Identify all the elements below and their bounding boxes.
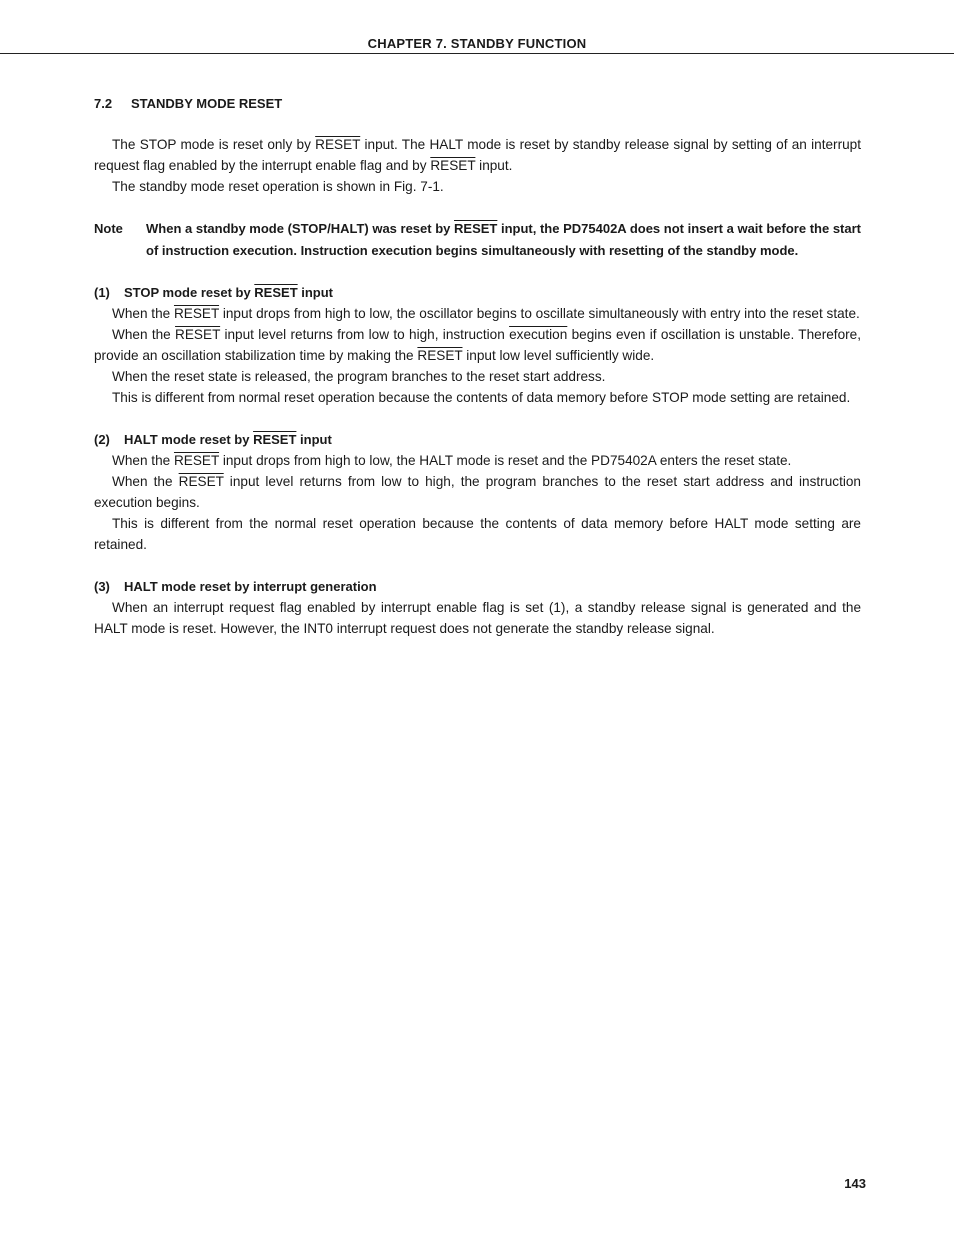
subsection-number: (3)	[94, 579, 110, 594]
subsection-heading	[94, 429, 861, 450]
text-run: begins even if oscillation is unstable. Therefore, provide an oscillation stabilization time by making the	[94, 327, 861, 363]
paragraph	[94, 303, 861, 324]
text-run: When the	[112, 327, 176, 342]
paragraph	[94, 450, 861, 471]
text-run: input drops from high to low, the oscillator begins to oscillate simultaneously with entry into the reset state.	[219, 306, 860, 321]
paragraph	[94, 324, 861, 366]
text-run: input. The HALT mode is reset by standby release signal by setting of an interrupt request flag enabled by the interrupt enable flag and by	[94, 137, 861, 173]
text-run: input level returns from low to high, the program branches to the reset start address and instruction execution begins.	[94, 474, 861, 510]
text-run: input low level sufficiently wide.	[462, 348, 655, 363]
subsection-halt-reset	[94, 429, 861, 555]
reset-signal-label: RESET	[175, 327, 221, 342]
text-run: input, the PD75402A does not insert a wait before the start of instruction execution. Instruction execution begins simultaneously with resetting of the standby mode.	[146, 221, 862, 258]
section-number: 7.2	[94, 96, 113, 111]
reset-signal-label: RESET	[253, 432, 297, 447]
text-run: HALT mode reset by	[124, 432, 254, 447]
text-run: When the	[112, 306, 174, 321]
note-label: Note	[94, 221, 123, 236]
subsection-heading	[94, 282, 861, 303]
subsection-heading	[94, 576, 861, 597]
reset-signal-label: RESET	[254, 285, 298, 300]
subsection-number: (1)	[94, 285, 110, 300]
running-header: CHAPTER 7. STANDBY FUNCTION	[367, 36, 587, 51]
reset-signal-label: RESET	[173, 306, 220, 321]
page-number: 143	[844, 1176, 866, 1191]
reset-signal-label: RESET	[454, 221, 498, 236]
text-run: STOP mode reset by	[124, 285, 255, 300]
text-run: input drops from high to low, the HALT mode is reset and the PD75402A enters the reset state.	[219, 453, 792, 468]
subsection-stop-reset	[94, 282, 861, 408]
text-run: input.	[475, 158, 513, 173]
subsection-interrupt-reset	[94, 576, 861, 639]
section-title: STANDBY MODE RESET	[131, 96, 283, 111]
text-run: When the	[112, 474, 179, 489]
reset-signal-label: RESET	[178, 474, 224, 489]
intro-paragraph-1	[94, 134, 861, 176]
overlined-text: execution	[509, 327, 568, 342]
note-text	[146, 218, 861, 262]
reset-signal-label: RESET	[430, 158, 476, 173]
header-rule	[0, 53, 954, 54]
section-heading	[94, 93, 861, 114]
text-run: When a standby mode (STOP/HALT) was reset by	[146, 221, 455, 236]
note-block	[94, 218, 861, 262]
text-run: input level returns from low to high, instruction	[220, 327, 510, 342]
reset-signal-label: RESET	[173, 453, 220, 468]
text-run: input	[297, 285, 334, 300]
text-run: input	[296, 432, 332, 447]
paragraph: When an interrupt request flag enabled by interrupt enable flag is set (1), a standby release signal is generated and the HALT mode is reset. However, the INT0 interrupt request does not generate the standby release signal.	[94, 600, 861, 636]
text-run: The STOP mode is reset only by	[112, 137, 316, 152]
reset-signal-label: RESET	[417, 348, 463, 363]
paragraph	[94, 471, 861, 513]
subsection-number: (2)	[94, 432, 110, 447]
paragraph: This is different from the normal reset operation because the contents of data memory before HALT mode setting are retained.	[94, 516, 861, 552]
subsection-title: HALT mode reset by interrupt generation	[124, 579, 377, 594]
paragraph: When the reset state is released, the program branches to the reset start address.	[112, 369, 606, 384]
intro-paragraph-2: The standby mode reset operation is shown in Fig. 7-1.	[112, 179, 444, 194]
paragraph: This is different from normal reset operation because the contents of data memory before STOP mode setting are retained.	[112, 390, 851, 405]
text-run: When the	[112, 453, 174, 468]
page-body	[94, 93, 861, 660]
reset-signal-label: RESET	[315, 137, 361, 152]
